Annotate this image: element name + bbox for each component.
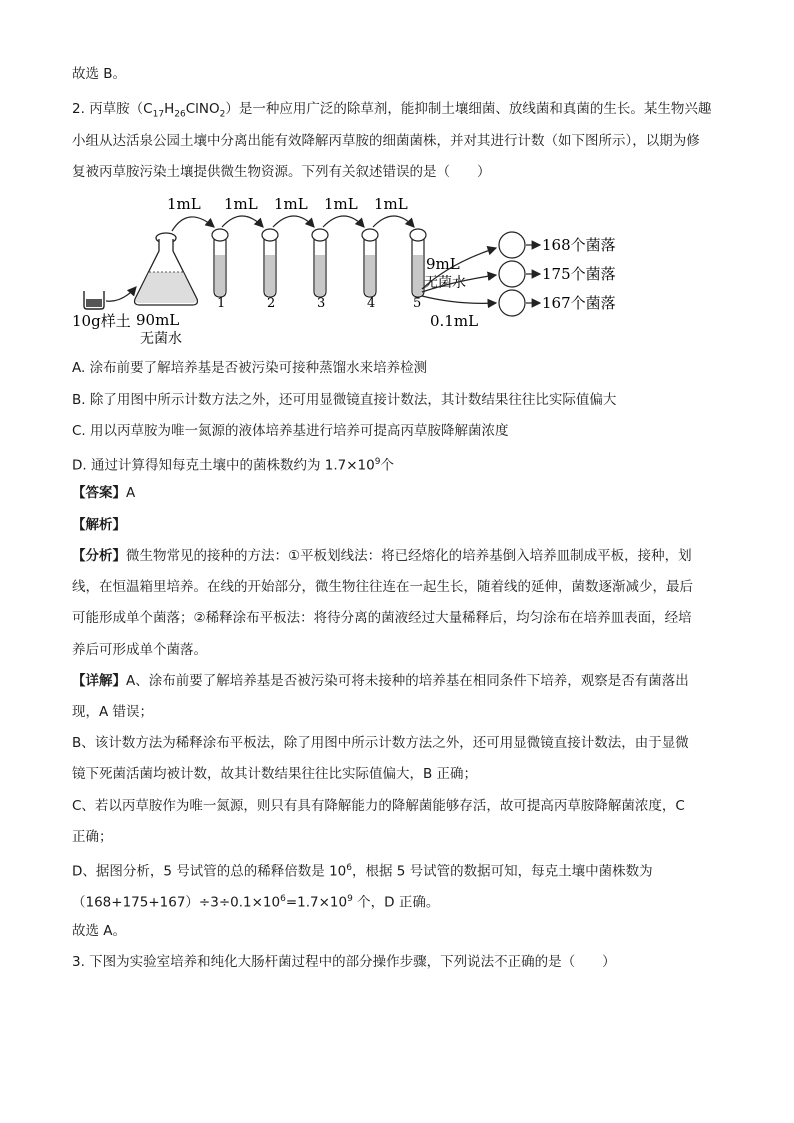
detail-line-1: 【详解】A、涂布前要了解培养基是否被污染可将未接种的培养基在相同条件下培养，观察是否有菌落出 (72, 673, 689, 689)
detail-line-4: 镜下死菌活菌均被计数，故其计数结果往往比实际值偏大，B 正确； (72, 766, 478, 782)
transfer-label-3: 1mL (274, 195, 308, 213)
petri-dish-3 (499, 290, 525, 316)
transfer-arrow-5 (373, 216, 414, 227)
serial-dilution-diagram (70, 193, 650, 348)
colony-count-1: 168个菌落 (542, 236, 616, 254)
sample-label: 10g样土 (72, 312, 131, 330)
tube-number-2: 2 (267, 296, 276, 311)
transfer-label-5: 1mL (374, 195, 408, 213)
question-2-stem-line3: 复被丙草胺污染土壤提供微生物资源。下列有关叙述错误的是（ ） (72, 164, 491, 180)
sample-beaker (84, 291, 104, 309)
test-tube-1 (212, 229, 228, 297)
tube-number-1: 1 (217, 296, 226, 311)
flask-volume-label: 90mL (136, 311, 180, 329)
colony-count-2: 175个菌落 (542, 265, 616, 283)
question-3-stem: 3. 下图为实验室培养和纯化大肠杆菌过程中的部分操作步骤，下列说法不正确的是（ ） (72, 954, 616, 970)
question-2-stem-line1: 2. 丙草胺$(C_{17}H_{26}ClNO_2)$是一种应用广泛的除草剂，能抑制土壤细菌、放线菌和真菌的生长。某生物兴趣 (72, 101, 712, 120)
tube-volume-label: 9mL (426, 255, 460, 273)
option-d: D. 通过计算得知每克土壤中的菌株数约为 $1.7\times 10^9$个 (72, 457, 394, 474)
option-c: C. 用以丙草胺为唯一氮源的液体培养基进行培养可提高丙草胺降解菌浓度 (72, 423, 509, 439)
tube-number-4: 4 (367, 296, 376, 311)
test-tube-2 (262, 229, 278, 297)
tube-number-5: 5 (413, 296, 422, 311)
fenxi-line-3: 可能形成单个菌落；②稀释涂布平板法：将待分离的菌液经过大量稀释后，均匀涂布在培养皿表面，经培 (72, 610, 692, 626)
conclusion: 故选 A。 (72, 923, 127, 939)
detail-line-5: C、若以丙草胺作为唯一氮源，则只有具有降解能力的降解菌能够存活，故可提高丙草胺降解菌浓度，C (72, 798, 685, 814)
plating-arrow-3 (422, 296, 496, 303)
transfer-arrows (172, 216, 414, 231)
tube-water-label: 无菌水 (424, 275, 466, 291)
test-tubes (212, 229, 426, 297)
answer-line (72, 483, 135, 503)
transfer-arrow-1 (172, 217, 214, 231)
detail-d-line-2: $(168+175+167)\div 3\div 0.1\times 10^6=1.7\times 10^9$ 个，D 正确。 (72, 894, 440, 911)
transfer-label-2: 1mL (224, 195, 258, 213)
transfer-arrow-4 (323, 216, 364, 227)
option-a: A. 涂布前要了解培养基是否被污染可接种蒸馏水来培养检测 (72, 360, 428, 376)
question-2-stem-line2: 小组从达活泉公园土壤中分离出能有效降解丙草胺的细菌菌株，并对其进行计数（如下图所示），以期为修 (72, 133, 700, 149)
colony-count-3: 167个菌落 (542, 294, 616, 312)
arrow-sample-to-flask (106, 287, 136, 301)
plating-volume-label: 0.1mL (430, 312, 479, 330)
test-tube-3 (312, 229, 328, 297)
petri-dish-1 (499, 232, 525, 258)
transfer-label-1: 1mL (167, 195, 201, 213)
analysis-label: 【解析】 (72, 517, 126, 533)
detail-line-6: 正确； (72, 829, 113, 845)
question-number: 2. (72, 101, 85, 117)
answer-value: A (126, 485, 136, 501)
detail-line-3: B、该计数方法为稀释涂布平板法，除了用图中所示计数方法之外，还可用显微镜直接计数法，由于显微 (72, 735, 689, 751)
test-tube-4 (362, 229, 378, 297)
erlenmeyer-flask (135, 233, 198, 305)
detail-d-line-1: D、据图分析，5 号试管的总的稀释倍数是 $10^6$，根据 5 号试管的数据可知，每克土壤中菌株数为 (72, 863, 653, 880)
fenxi-line-2: 线，在恒温箱里培养。在线的开始部分，微生物往往连在一起生长，随着线的延伸，菌数逐渐减少，最后 (72, 579, 693, 595)
answer-label: 【答案】 (72, 485, 126, 501)
transfer-label-4: 1mL (324, 195, 358, 213)
xiangjie-label: 【详解】 (72, 673, 126, 689)
transfer-arrow-3 (273, 216, 314, 227)
option-b: B. 除了用图中所示计数方法之外，还可用显微镜直接计数法，其计数结果往往比实际值偏大 (72, 392, 617, 408)
previous-answer: 故选 B。 (72, 66, 127, 82)
transfer-arrow-2 (222, 216, 263, 227)
petri-dish-2 (499, 261, 525, 287)
detail-line-2: 现，A 错误； (72, 704, 154, 720)
fenxi-line-4: 养后可形成单个菌落。 (72, 642, 207, 658)
flask-water-label: 无菌水 (140, 331, 182, 347)
tube-number-3: 3 (317, 296, 326, 311)
fenxi-line-1: 【分析】微生物常见的接种的方法：①平板划线法：将已经熔化的培养基倒入培养皿制成平板，接种，划 (72, 548, 692, 564)
fenxi-label: 【分析】 (72, 548, 126, 564)
